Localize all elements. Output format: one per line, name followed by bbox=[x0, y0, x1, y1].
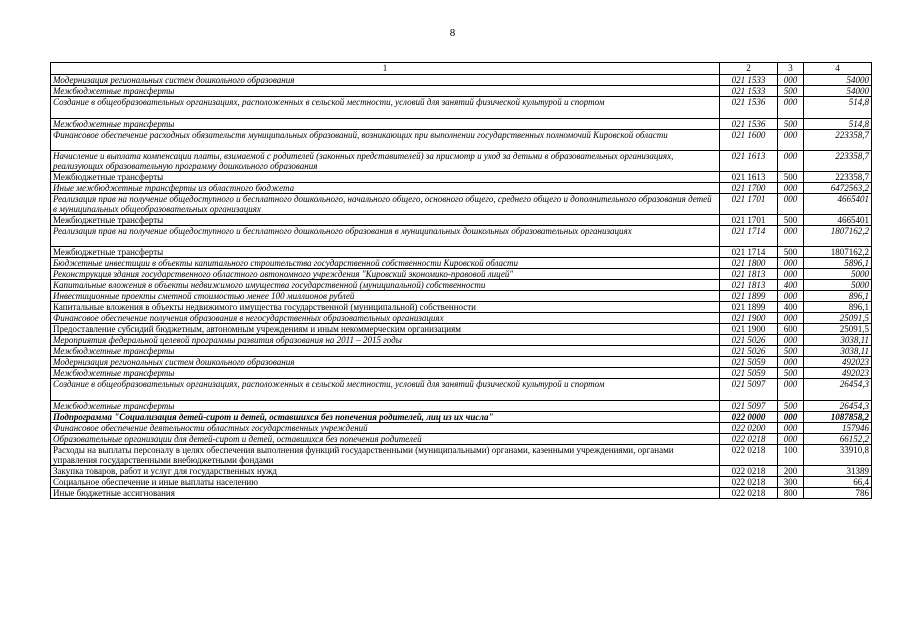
row-amount-cell: 223358,7 bbox=[804, 172, 872, 183]
table-row bbox=[51, 445, 872, 466]
row-name-cell: Образовательные организации для детей-сирот и детей, оставшихся без попечения родителей bbox=[51, 434, 720, 445]
row-name-cell: Межбюджетные трансферты bbox=[51, 172, 720, 183]
row-name-cell: Капитальные вложения в объекты недвижимого имущества государственной (муниципальной) собственности bbox=[51, 302, 720, 313]
row-code-cell: 021 5097 bbox=[720, 401, 778, 412]
budget-table bbox=[50, 62, 872, 499]
row-kind-cell: 000 bbox=[778, 226, 804, 247]
table-row bbox=[51, 477, 872, 488]
row-amount-cell: 786 bbox=[804, 488, 872, 499]
table-row bbox=[51, 183, 872, 194]
row-code-cell: 021 1613 bbox=[720, 172, 778, 183]
row-code-cell: 022 0218 bbox=[720, 477, 778, 488]
row-code-cell: 021 1536 bbox=[720, 119, 778, 130]
row-amount-cell: 1087858,2 bbox=[804, 412, 872, 423]
row-amount-cell: 1807162,2 bbox=[804, 226, 872, 247]
table-row bbox=[51, 302, 872, 313]
row-kind-cell: 100 bbox=[778, 445, 804, 466]
row-name-cell: Межбюджетные трансферты bbox=[51, 215, 720, 226]
row-kind-cell: 000 bbox=[778, 75, 804, 86]
row-name-cell: Межбюджетные трансферты bbox=[51, 368, 720, 379]
row-amount-cell: 5896,1 bbox=[804, 258, 872, 269]
row-code-cell: 021 1700 bbox=[720, 183, 778, 194]
row-amount-cell: 896,1 bbox=[804, 291, 872, 302]
column-header-code: 2 bbox=[720, 63, 778, 75]
row-amount-cell: 3038,11 bbox=[804, 335, 872, 346]
row-code-cell: 021 1900 bbox=[720, 313, 778, 324]
row-name-cell: Бюджетные инвестиции в объекты капитального строительства государственной собственности Кировской области bbox=[51, 258, 720, 269]
row-name-cell: Модернизация региональных систем дошкольного образования bbox=[51, 75, 720, 86]
table-row bbox=[51, 335, 872, 346]
row-amount-cell: 896,1 bbox=[804, 302, 872, 313]
row-name-cell: Капитальные вложения в объекты недвижимого имущества государственной (муниципальной) собственности bbox=[51, 280, 720, 291]
row-code-cell: 022 0218 bbox=[720, 445, 778, 466]
column-header-name: 1 bbox=[51, 63, 720, 75]
row-kind-cell: 600 bbox=[778, 324, 804, 335]
table-row bbox=[51, 151, 872, 172]
row-amount-cell: 33910,8 bbox=[804, 445, 872, 466]
table-row bbox=[51, 466, 872, 477]
row-kind-cell: 000 bbox=[778, 269, 804, 280]
row-kind-cell: 000 bbox=[778, 130, 804, 151]
row-name-cell: Начисление и выплата компенсации платы, взимаемой с родителей (законных представителей) за присмотр и уход за детьми в образовательных организациях, реализующих образовательную программу дошкольного образования bbox=[51, 151, 720, 172]
row-amount-cell: 54000 bbox=[804, 86, 872, 97]
row-kind-cell: 500 bbox=[778, 172, 804, 183]
row-name-cell: Иные бюджетные ассигнования bbox=[51, 488, 720, 499]
row-kind-cell: 500 bbox=[778, 215, 804, 226]
row-name-cell: Подпрограмма "Социализация детей-сирот и детей, оставшихся без попечения родителей, лиц из их числа" bbox=[51, 412, 720, 423]
row-amount-cell: 3038,11 bbox=[804, 346, 872, 357]
row-name-cell: Расходы на выплаты персоналу в целях обеспечения выполнения функций государственными (муниципальными) органами, казенными учреждениями, органами управления государственными внебюджетными фондами bbox=[51, 445, 720, 466]
row-amount-cell: 5000 bbox=[804, 280, 872, 291]
row-name-cell: Социальное обеспечение и иные выплаты населению bbox=[51, 477, 720, 488]
table-row bbox=[51, 280, 872, 291]
table-row bbox=[51, 434, 872, 445]
row-kind-cell: 500 bbox=[778, 247, 804, 258]
row-amount-cell: 54000 bbox=[804, 75, 872, 86]
row-code-cell: 021 5026 bbox=[720, 346, 778, 357]
row-amount-cell: 66,4 bbox=[804, 477, 872, 488]
table-row bbox=[51, 226, 872, 247]
row-kind-cell: 000 bbox=[778, 151, 804, 172]
row-name-cell: Модернизация региональных систем дошкольного образования bbox=[51, 357, 720, 368]
table-row bbox=[51, 357, 872, 368]
row-kind-cell: 000 bbox=[778, 434, 804, 445]
row-kind-cell: 000 bbox=[778, 97, 804, 119]
table-row bbox=[51, 324, 872, 335]
column-header-kind: 3 bbox=[778, 63, 804, 75]
row-kind-cell: 400 bbox=[778, 302, 804, 313]
row-name-cell: Предоставление субсидий бюджетным, автономным учреждениям и иным некоммерческим организациям bbox=[51, 324, 720, 335]
row-name-cell: Финансовое обеспечение деятельности областных государственных учреждений bbox=[51, 423, 720, 434]
row-code-cell: 021 1714 bbox=[720, 226, 778, 247]
table-row bbox=[51, 488, 872, 499]
row-kind-cell: 800 bbox=[778, 488, 804, 499]
table-row bbox=[51, 247, 872, 258]
row-code-cell: 021 5026 bbox=[720, 335, 778, 346]
row-name-cell: Закупка товаров, работ и услуг для государственных нужд bbox=[51, 466, 720, 477]
row-kind-cell: 000 bbox=[778, 379, 804, 401]
row-kind-cell: 500 bbox=[778, 368, 804, 379]
row-code-cell: 021 1701 bbox=[720, 194, 778, 215]
row-code-cell: 021 1533 bbox=[720, 75, 778, 86]
table-row bbox=[51, 346, 872, 357]
row-kind-cell: 000 bbox=[778, 335, 804, 346]
row-kind-cell: 000 bbox=[778, 357, 804, 368]
row-kind-cell: 400 bbox=[778, 280, 804, 291]
row-name-cell: Финансовое обеспечение получения образования в негосударственных образовательных организациях bbox=[51, 313, 720, 324]
row-amount-cell: 1807162,2 bbox=[804, 247, 872, 258]
row-code-cell: 021 1533 bbox=[720, 86, 778, 97]
row-code-cell: 022 0000 bbox=[720, 412, 778, 423]
row-code-cell: 021 1701 bbox=[720, 215, 778, 226]
row-code-cell: 021 1536 bbox=[720, 97, 778, 119]
row-code-cell: 021 5059 bbox=[720, 368, 778, 379]
row-name-cell: Иные межбюджетные трансферты из областного бюджета bbox=[51, 183, 720, 194]
row-amount-cell: 223358,7 bbox=[804, 151, 872, 172]
table-row bbox=[51, 401, 872, 412]
row-amount-cell: 492023 bbox=[804, 357, 872, 368]
row-kind-cell: 500 bbox=[778, 346, 804, 357]
table-body bbox=[51, 75, 872, 499]
table-row bbox=[51, 119, 872, 130]
row-kind-cell: 500 bbox=[778, 86, 804, 97]
row-code-cell: 021 1813 bbox=[720, 269, 778, 280]
row-name-cell: Создание в общеобразовательных организациях, расположенных в сельской местности, условий для занятий физической культурой и спортом bbox=[51, 379, 720, 401]
table-row bbox=[51, 130, 872, 151]
row-amount-cell: 223358,7 bbox=[804, 130, 872, 151]
row-name-cell: Межбюджетные трансферты bbox=[51, 346, 720, 357]
row-kind-cell: 300 bbox=[778, 477, 804, 488]
table-row bbox=[51, 368, 872, 379]
row-name-cell: Реализация прав на получение общедоступного и бесплатного дошкольного, начального общего, основного общего, среднего общего и дополнительного образования детей в муниципальных общеобразовательных организациях bbox=[51, 194, 720, 215]
table-row bbox=[51, 291, 872, 302]
row-code-cell: 021 5097 bbox=[720, 379, 778, 401]
row-code-cell: 021 5059 bbox=[720, 357, 778, 368]
row-kind-cell: 500 bbox=[778, 119, 804, 130]
row-kind-cell: 500 bbox=[778, 401, 804, 412]
table-row bbox=[51, 215, 872, 226]
row-code-cell: 021 1900 bbox=[720, 324, 778, 335]
row-amount-cell: 25091,5 bbox=[804, 313, 872, 324]
row-kind-cell: 000 bbox=[778, 183, 804, 194]
row-code-cell: 022 0218 bbox=[720, 434, 778, 445]
row-name-cell: Межбюджетные трансферты bbox=[51, 119, 720, 130]
column-header-amount: 4 bbox=[804, 63, 872, 75]
row-amount-cell: 6472563,2 bbox=[804, 183, 872, 194]
row-kind-cell: 000 bbox=[778, 291, 804, 302]
row-code-cell: 021 1714 bbox=[720, 247, 778, 258]
page-number: 8 bbox=[449, 27, 456, 39]
row-name-cell: Межбюджетные трансферты bbox=[51, 401, 720, 412]
row-kind-cell: 000 bbox=[778, 258, 804, 269]
row-name-cell: Финансовое обеспечение расходных обязательств муниципальных образований, возникающих при выполнении государственных полномочий Кировской области bbox=[51, 130, 720, 151]
row-amount-cell: 514,8 bbox=[804, 119, 872, 130]
row-kind-cell: 200 bbox=[778, 466, 804, 477]
row-name-cell: Инвестиционные проекты сметной стоимостью менее 100 миллионов рублей bbox=[51, 291, 720, 302]
table-row bbox=[51, 313, 872, 324]
table-row bbox=[51, 86, 872, 97]
table-row bbox=[51, 423, 872, 434]
row-amount-cell: 31389 bbox=[804, 466, 872, 477]
row-name-cell: Реализация прав на получение общедоступного и бесплатного дошкольного образования в муниципальных дошкольных образовательных организациях bbox=[51, 226, 720, 247]
row-amount-cell: 492023 bbox=[804, 368, 872, 379]
table-row bbox=[51, 379, 872, 401]
row-name-cell: Создание в общеобразовательных организациях, расположенных в сельской местности, условий для занятий физической культурой и спортом bbox=[51, 97, 720, 119]
row-amount-cell: 4665401 bbox=[804, 194, 872, 215]
row-code-cell: 021 1800 bbox=[720, 258, 778, 269]
table-row bbox=[51, 97, 872, 119]
row-code-cell: 021 1613 bbox=[720, 151, 778, 172]
row-kind-cell: 000 bbox=[778, 412, 804, 423]
row-amount-cell: 514,8 bbox=[804, 97, 872, 119]
row-amount-cell: 26454,3 bbox=[804, 379, 872, 401]
row-amount-cell: 157946 bbox=[804, 423, 872, 434]
row-kind-cell: 000 bbox=[778, 194, 804, 215]
row-code-cell: 021 1813 bbox=[720, 280, 778, 291]
row-amount-cell: 5000 bbox=[804, 269, 872, 280]
row-kind-cell: 000 bbox=[778, 313, 804, 324]
table-row bbox=[51, 194, 872, 215]
table-row bbox=[51, 75, 872, 86]
row-code-cell: 022 0218 bbox=[720, 466, 778, 477]
row-amount-cell: 66152,2 bbox=[804, 434, 872, 445]
table-row bbox=[51, 258, 872, 269]
row-code-cell: 022 0200 bbox=[720, 423, 778, 434]
row-kind-cell: 000 bbox=[778, 423, 804, 434]
row-code-cell: 021 1899 bbox=[720, 291, 778, 302]
row-name-cell: Мероприятия федеральной целевой программы развития образования на 2011 – 2015 годы bbox=[51, 335, 720, 346]
table-row bbox=[51, 269, 872, 280]
row-code-cell: 022 0218 bbox=[720, 488, 778, 499]
row-name-cell: Реконструкция здания государственного областного автономного учреждения "Кировский экономико-правовой лицей" bbox=[51, 269, 720, 280]
row-amount-cell: 26454,3 bbox=[804, 401, 872, 412]
row-amount-cell: 25091,5 bbox=[804, 324, 872, 335]
table-row bbox=[51, 412, 872, 423]
row-code-cell: 021 1899 bbox=[720, 302, 778, 313]
row-amount-cell: 4665401 bbox=[804, 215, 872, 226]
table-row bbox=[51, 172, 872, 183]
row-code-cell: 021 1600 bbox=[720, 130, 778, 151]
row-name-cell: Межбюджетные трансферты bbox=[51, 86, 720, 97]
row-name-cell: Межбюджетные трансферты bbox=[51, 247, 720, 258]
table-header-row bbox=[51, 63, 872, 75]
